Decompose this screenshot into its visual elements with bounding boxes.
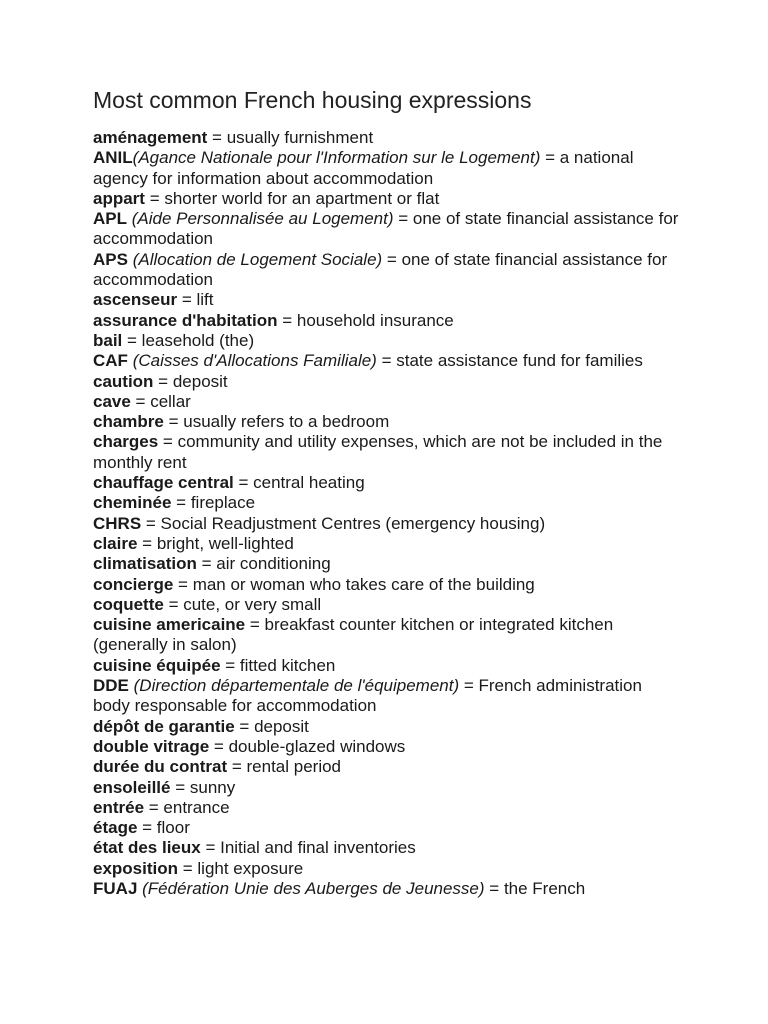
glossary-entry [93,534,683,554]
equals-sign: = [144,188,165,208]
glossary-entry [93,128,683,148]
equals-sign: = [209,736,229,756]
entry-term: charges [93,432,159,452]
equals-sign: = [141,513,161,533]
entry-term: état des lieux [93,838,201,858]
glossary-entry [93,290,683,310]
glossary-entry [93,757,683,777]
entry-definition: state assistance fund for families [396,351,643,371]
equals-sign: = [234,716,255,736]
entry-term: DDE [93,676,129,696]
equals-sign: = [233,473,254,493]
glossary-entry [93,351,683,371]
glossary-entry [93,778,683,798]
entry-term: exposition [93,858,179,878]
entry-term: CHRS [93,513,142,533]
entry-term: dépôt de garantie [93,716,235,736]
entry-definition: entrance [163,797,230,817]
entry-definition: deposit [254,716,309,736]
glossary-entry [93,189,683,209]
glossary-entry [93,331,683,351]
entry-definition: Initial and final inventories [220,838,416,858]
glossary-entry [93,412,683,432]
entry-definition: one of state financial assistance for accommodation [93,209,679,249]
equals-sign: = [207,128,227,147]
entry-definition: shorter world for an apartment or flat [164,188,440,208]
entry-term: double vitrage [93,736,210,756]
entry-term: entrée [93,797,145,817]
entry-term: cuisine americaine [93,615,246,635]
equals-sign: = [137,818,157,838]
glossary-list [93,128,683,899]
equals-sign: = [245,615,265,635]
glossary-entry [93,879,683,899]
glossary-entry [93,595,683,615]
glossary-entry [93,554,683,574]
glossary-entry [93,392,683,412]
entry-expansion: (Aide Personnalisée au Logement) [131,209,394,229]
entry-definition: a national agency for information about accommodation [93,148,634,188]
glossary-entry [93,575,683,595]
glossary-entry [93,859,683,879]
entry-definition: central heating [253,473,365,493]
entry-term: chauffage central [93,473,234,493]
glossary-entry [93,493,683,513]
entry-term: étage [93,818,138,838]
glossary-entry [93,615,683,656]
equals-sign: = [153,371,173,391]
entry-term: cave [93,391,131,411]
glossary-entry [93,676,683,717]
entry-definition: fitted kitchen [239,655,336,675]
entry-definition: rental period [246,757,342,777]
entry-definition: light exposure [197,858,304,878]
equals-sign: = [158,432,178,452]
glossary-entry [93,473,683,493]
equals-sign: = [137,533,157,553]
entry-definition: sunny [189,777,236,797]
entry-term: APS [93,249,128,269]
glossary-entry [93,514,683,534]
equals-sign: = [144,797,164,817]
entry-definition: cute, or very small [183,594,322,614]
entry-definition: leasehold (the) [141,330,255,350]
equals-sign: = [540,148,560,168]
entry-term: ensoleillé [93,777,171,797]
entry-term: assurance d'habitation [93,310,278,330]
entry-term: concierge [93,574,174,594]
entry-definition: man or woman who takes care of the building [192,574,535,594]
entry-term: APL [93,209,127,229]
equals-sign: = [171,493,191,513]
entry-definition: floor [156,818,190,838]
entry-term: cheminée [93,493,172,513]
entry-expansion: (Agance Nationale pour l'Information sur le Logement) [132,148,541,168]
entry-expansion: (Fédération Unie des Auberges de Jeunesse) [142,878,485,898]
entry-expansion: (Direction départementale de l'équipement) [133,676,460,696]
entry-definition: bright, well-lighted [156,533,294,553]
glossary-entry [93,250,683,291]
equals-sign: = [178,858,198,878]
entry-definition: deposit [172,371,228,391]
glossary-entry [93,372,683,392]
entry-expansion: (Caisses d'Allocations Familiale) [132,351,377,371]
equals-sign: = [173,574,193,594]
entry-definition: cellar [150,391,191,411]
entry-definition: community and utility expenses, which are not be included in the monthly rent [93,432,663,472]
equals-sign: = [277,310,297,330]
entry-term: FUAJ [93,878,138,898]
equals-sign: = [393,209,413,229]
entry-definition: one of state financial assistance for accommodation [93,249,668,290]
equals-sign: = [459,676,479,696]
equals-sign: = [163,412,184,432]
entry-definition: usually furnishment [226,128,374,147]
entry-definition: Social Readjustment Centres (emergency housing) [160,513,546,533]
entry-term: chambre [93,412,164,432]
entry-definition: the French [503,878,586,898]
equals-sign: = [122,330,142,350]
entry-definition: usually refers to a bedroom [183,412,390,432]
entry-expansion: (Allocation de Logement Sociale) [132,249,383,269]
equals-sign: = [376,351,397,371]
glossary-entry [93,209,683,250]
equals-sign: = [177,290,197,310]
equals-sign: = [170,777,190,797]
entry-definition: fireplace [190,493,256,513]
entry-term: coquette [93,594,164,614]
glossary-entry [93,656,683,676]
entry-definition: air conditioning [216,554,331,574]
glossary-entry [93,798,683,818]
glossary-entry [93,737,683,757]
page-title: Most common French housing expressions [93,87,532,113]
equals-sign: = [130,391,151,411]
entry-definition: double-glazed windows [228,736,406,756]
entry-definition: breakfast counter kitchen or integrated kitchen (generally in salon) [93,615,614,655]
entry-term: appart [93,188,145,208]
glossary-entry [93,818,683,838]
equals-sign: = [200,838,221,858]
entry-term: ascenseur [93,290,178,310]
glossary-entry [93,311,683,331]
equals-sign: = [163,594,184,614]
equals-sign: = [220,655,240,675]
entry-term: ANIL [93,148,133,168]
entry-term: bail [93,330,123,350]
entry-term: aménagement [93,128,208,147]
glossary-entry [93,432,683,473]
entry-term: climatisation [93,554,197,574]
equals-sign: = [196,554,217,574]
glossary-entry [93,148,683,189]
entry-term: CAF [93,351,128,371]
glossary-entry [93,838,683,858]
glossary-entry [93,717,683,737]
equals-sign: = [382,249,402,269]
entry-term: durée du contrat [93,757,228,777]
entry-term: caution [93,371,154,391]
entry-definition: household insurance [296,310,454,330]
entry-term: cuisine équipée [93,655,221,675]
entry-definition: lift [196,290,214,310]
entry-term: claire [93,533,138,553]
equals-sign: = [484,878,504,898]
equals-sign: = [227,757,247,777]
entry-definition: French administration body responsable for accommodation [93,676,642,716]
